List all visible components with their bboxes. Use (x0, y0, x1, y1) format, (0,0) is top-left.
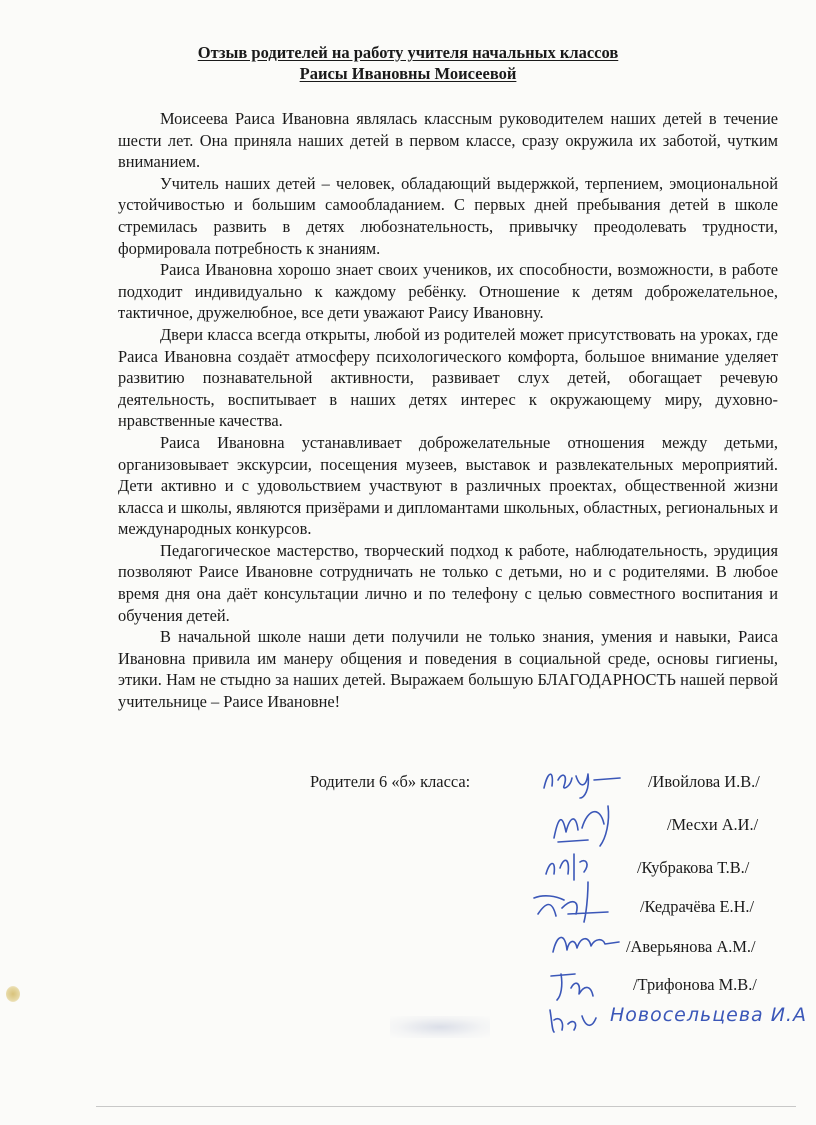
paragraph: Раиса Ивановна хорошо знает своих учеников, их способности, возможности, в работе подходит индивидуально к каждому ребёнку. Отношение к детям доброжелательное, тактичное, дружелюбное, все дети уважают Раису Ивановну. (118, 260, 778, 323)
faded-stamp (390, 1016, 490, 1038)
title-line-2: Раисы Ивановны Моисеевой (299, 64, 517, 83)
signature-5 (545, 922, 625, 962)
signer-name: /Ивойлова И.В./ (648, 772, 760, 791)
title-line-1: Отзыв родителей на работу учителя начальных классов (197, 43, 619, 62)
signature-1 (540, 760, 630, 800)
signature-7 (546, 1002, 616, 1036)
document-title (0, 42, 816, 84)
signer-name: /Месхи А.И./ (667, 815, 759, 834)
paragraph: Двери класса всегда открыты, любой из родителей может присутствовать на уроках, где Раиса Ивановна создаёт атмосферу психологического комфорта, большое внимание уделяет развитию познавательной активности, развивает слух детей, обогащает речевую деятельность, воспитывает в наших детях интерес к окружающему миру, духовно-нравственные качества. (118, 324, 778, 431)
document-body (118, 108, 778, 713)
signature-6 (545, 964, 625, 1004)
paragraph: Учитель наших детей – человек, обладающий выдержкой, терпением, эмоциональной устойчивостью и большим самообладанием. С первых дней пребывания детей в школе стремилась развить в детях любознательность, привычку преодолевать трудности, формировала потребность к знаниям. (118, 173, 778, 258)
signer-name: /Кедрачёва Е.Н./ (640, 897, 755, 916)
page-edge-line (96, 1106, 796, 1107)
signer-name: /Трифонова М.В./ (633, 975, 757, 994)
paper-smudge (6, 986, 20, 1002)
signature-4 (528, 878, 618, 923)
signer-name: /Аверьянова А.М./ (626, 937, 756, 956)
paragraph: Моисеева Раиса Ивановна являлась классным руководителем наших детей в течение шести лет. Она приняла наших детей в первом классе, сразу окружила их заботой, чутким вниманием. (118, 109, 778, 172)
paragraph: Раиса Ивановна устанавливает доброжелательные отношения между детьми, организовывает экскурсии, посещения музеев, выставок и развлекательных мероприятий. Дети активно и с удовольствием участвуют в различных проектах, общественной жизни класса и школы, являются призёрами и дипломантами школьных, областных, региональных и международных конкурсов. (118, 432, 778, 539)
signer-name: /Кубракова Т.В./ (637, 858, 750, 877)
handwritten-name: Новосельцева И.А (610, 1004, 807, 1026)
paragraph: В начальной школе наши дети получили не только знания, умения и навыки, Раиса Ивановна привила им манеру общения и поведения в социальной среде, основы гигиены, этики. Нам не стыдно за наших детей. Выражаем большую БЛАГОДАРНОСТЬ нашей первой учительнице – Раисе Ивановне! (118, 627, 778, 712)
paragraph: Педагогическое мастерство, творческий подход к работе, наблюдательность, эрудиция позволяют Раисе Ивановне сотрудничать не только с детьми, но и с родителями. В любое время дня она даёт консультации лично и по телефону с целью совместного воспитания и обучения детей. (118, 540, 778, 625)
signature-2 (548, 798, 628, 848)
signatures-intro: Родители 6 «б» класса: (310, 772, 471, 791)
